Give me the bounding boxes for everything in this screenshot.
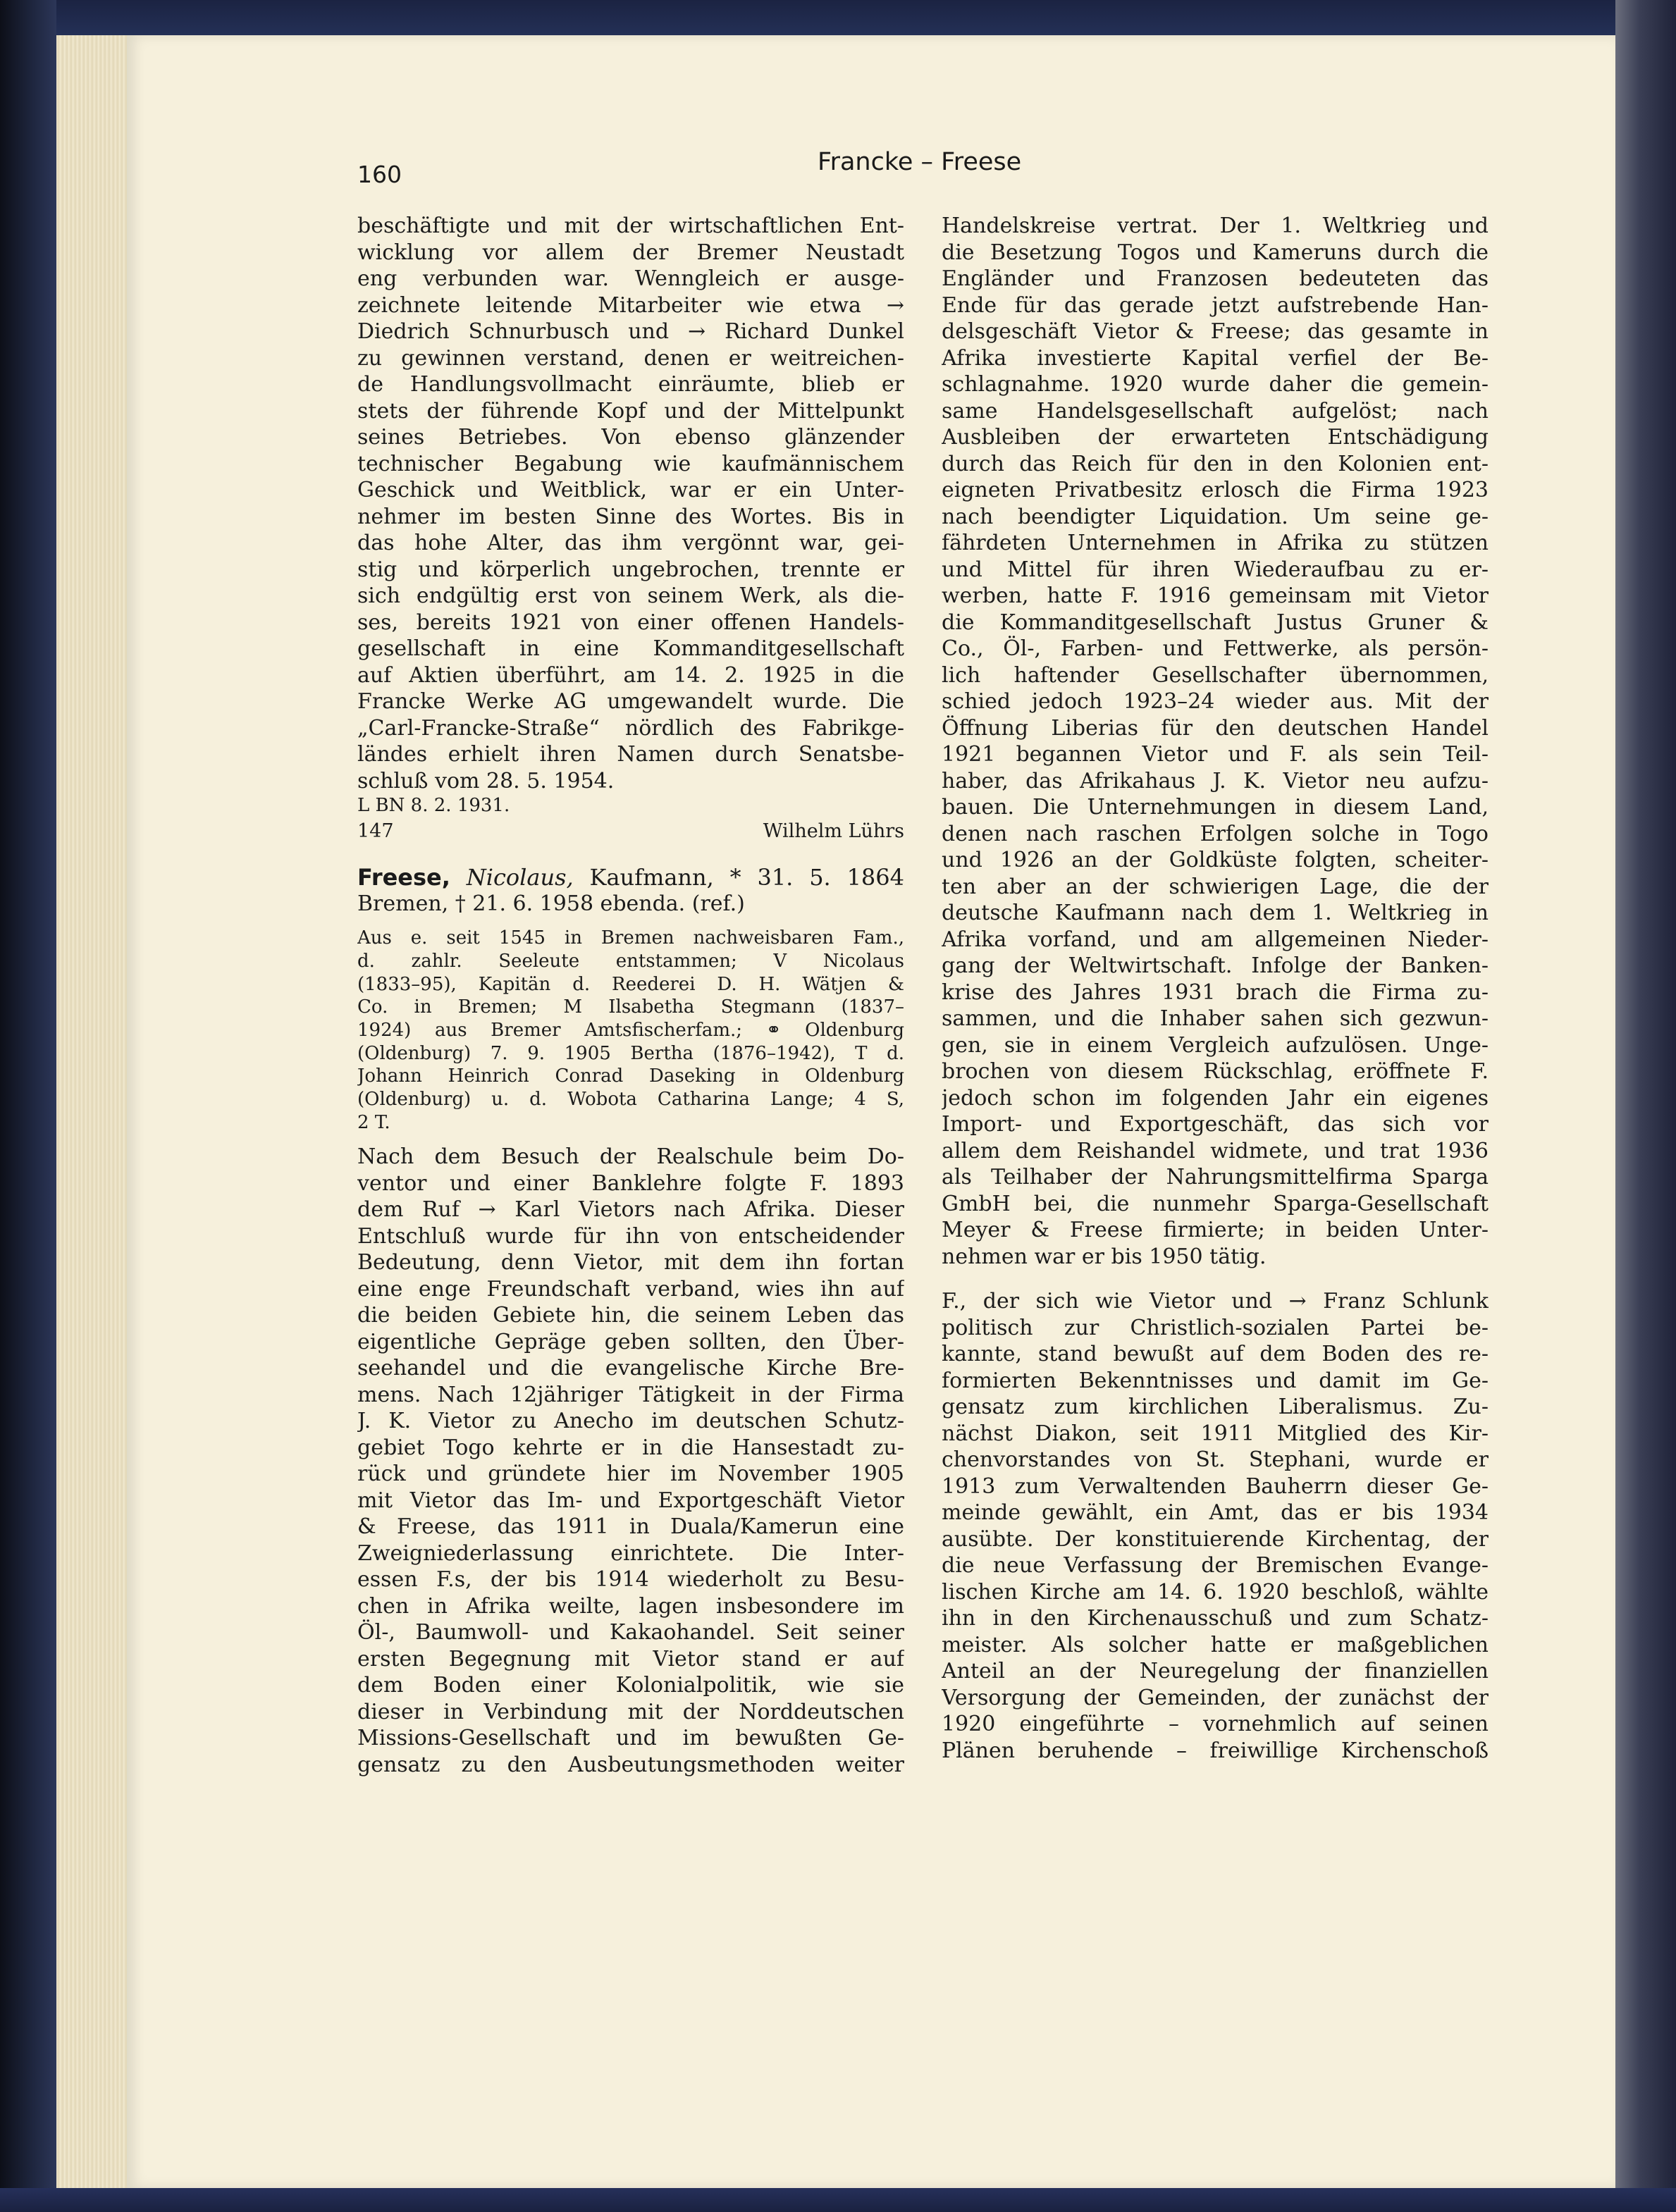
right-column <box>942 213 1489 1764</box>
book-cover-bottom <box>0 2188 1676 2212</box>
text-line: Entschluß wurde für ihn von entscheidender <box>357 1223 904 1249</box>
text-line: delsgeschäft Vietor & Freese; das gesamte in <box>942 319 1489 344</box>
text-line: nehmen war er bis 1950 tätig. <box>942 1244 1267 1269</box>
text-line: das hohe Alter, das ihm vergönnt war, gei- <box>357 531 904 555</box>
text-line: zeichnete leitende Mitarbeiter wie etwa → <box>357 292 904 318</box>
text-line: sammen, und die Inhaber sahen sich gezwun- <box>942 1006 1489 1031</box>
spacer <box>942 1270 1489 1288</box>
biography-paragraph <box>357 1144 904 1778</box>
text-line: dieser in Verbindung mit der Norddeutschen <box>357 1699 904 1724</box>
text-line: formierten Bekenntnisses und damit im Ge- <box>942 1368 1489 1393</box>
text-line: 1920 eingeführte – vornehmlich auf seinen <box>942 1712 1489 1736</box>
text-line: ersten Begegnung mit Vietor stand er auf <box>357 1646 904 1672</box>
text-line: gensatz zum kirchlichen Liberalismus. Zu- <box>942 1395 1489 1419</box>
text-line: Ausbleiben der erwarteten Entschädigung <box>942 425 1489 450</box>
text-line: seines Betriebes. Von ebenso glänzender <box>357 425 904 450</box>
text-line: (1833–95), Kapitän d. Reederei D. H. Wätjen & <box>357 973 904 995</box>
text-line: 2 T. <box>357 1111 390 1133</box>
text-line: stets der führende Kopf und der Mittelpunkt <box>357 398 904 424</box>
text-line: Engländer und Franzosen bedeuteten das <box>942 266 1489 291</box>
text-line: technischer Begabung wie kaufmännischem <box>357 451 904 476</box>
entry-surname: Freese, <box>357 863 450 891</box>
entry-author: Wilhelm Lührs <box>763 820 904 842</box>
text-line: Versorgung der Gemeinden, der zunächst der <box>942 1685 1489 1710</box>
text-line: bauen. Die Unternehmungen in diesem Land, <box>942 795 1489 820</box>
entry-given-name: Nicolaus, <box>466 863 574 891</box>
text-line: fährdeten Unternehmen in Afrika zu stützen <box>942 531 1489 555</box>
text-line: essen F.s, der bis 1914 wiederholt zu Besu- <box>357 1567 904 1593</box>
text-line: meister. Als solcher hatte er maßgeblichen <box>942 1632 1489 1657</box>
text-line: werben, hatte F. 1916 gemeinsam mit Vietor <box>942 583 1489 608</box>
text-line: 1913 zum Verwaltenden Bauherrn dieser Ge- <box>942 1473 1489 1499</box>
page-number: 160 <box>357 161 402 188</box>
biography-paragraph <box>942 213 1489 1270</box>
text-line: schlagnahme. 1920 wurde daher die gemein- <box>942 372 1489 397</box>
spacer <box>357 846 904 864</box>
text-line: die Kommanditgesellschaft Justus Gruner & <box>942 610 1489 635</box>
text-line: Nach dem Besuch der Realschule beim Do- <box>357 1144 904 1170</box>
text-line: de Handlungsvollmacht einräumte, blieb er <box>357 372 904 397</box>
entry-heading-line-2: Bremen, † 21. 6. 1958 ebenda. (ref.) <box>357 891 745 916</box>
text-line: brochen von diesem Rückschlag, eröffnete F. <box>942 1059 1489 1084</box>
text-line: d. zahlr. Seeleute entstammen; V Nicolaus <box>357 950 904 972</box>
text-line: gensatz zu den Ausbeutungsmethoden weiter <box>357 1752 904 1777</box>
text-line: Anteil an der Neuregelung der finanziellen <box>942 1659 1489 1683</box>
text-line: eine enge Freundschaft verband, wies ihn auf <box>357 1276 904 1302</box>
text-line: die Besetzung Togos und Kameruns durch die <box>942 240 1489 265</box>
text-line: rück und gründete hier im November 1905 <box>357 1462 904 1487</box>
text-line: Handelskreise vertrat. Der 1. Weltkrieg und <box>942 214 1489 238</box>
text-line: stig und körperlich ungebrochen, trennte er <box>357 557 904 582</box>
text-line: Ende für das gerade jetzt aufstrebende Han- <box>942 292 1489 318</box>
text-line: meinde gewählt, ein Amt, das er bis 1934 <box>942 1500 1489 1525</box>
text-line: krise des Jahres 1931 brach die Firma zu- <box>942 980 1489 1005</box>
text-line: lich haftender Gesellschafter übernommen, <box>942 662 1489 688</box>
text-line: Geschick und Weitblick, war er ein Unter- <box>357 478 904 502</box>
text-line: Öl-, Baumwoll- und Kakaohandel. Seit seiner <box>357 1620 904 1645</box>
text-line: eigentliche Gepräge geben sollten, den Über- <box>357 1329 904 1354</box>
biography-paragraph <box>942 1288 1489 1764</box>
text-line: schluß vom 28. 5. 1954. <box>357 768 615 793</box>
text-line: mens. Nach 12jähriger Tätigkeit in der Firma <box>357 1382 904 1407</box>
text-line: sich endgültig erst von seinem Werk, als die- <box>357 583 904 608</box>
text-line: denen nach raschen Erfolgen solche in Togo <box>942 821 1489 846</box>
spacer <box>357 917 904 927</box>
text-line: Aus e. seit 1545 in Bremen nachweisbaren Fam., <box>357 927 904 949</box>
text-line: dem Boden einer Kolonialpolitik, wie sie <box>357 1673 904 1698</box>
text-line: nächst Diakon, seit 1911 Mitglied des Kir- <box>942 1421 1489 1446</box>
book-cover-left <box>0 0 56 2212</box>
text-line: allem dem Reishandel widmete, und trat 1936 <box>942 1138 1489 1163</box>
text-line: dem Ruf → Karl Vietors nach Afrika. Dieser <box>357 1197 904 1223</box>
text-line: ausübte. Der konstituierende Kirchentag, der <box>942 1526 1489 1552</box>
text-line: und Mittel für ihren Wiederaufbau zu er- <box>942 557 1489 582</box>
text-line: Import- und Exportgeschäft, das sich vor <box>942 1112 1489 1137</box>
text-line: mit Vietor das Im- und Exportgeschäft Vietor <box>357 1488 904 1513</box>
text-line: Bedeutung, denn Vietor, mit dem ihn fortan <box>357 1250 904 1275</box>
text-line: Öffnung Liberias für den deutschen Handel <box>942 715 1489 741</box>
text-line: Afrika vorfand, und am allgemeinen Nieder- <box>942 927 1489 952</box>
text-line: ihn in den Kirchenausschuß und zum Schatz- <box>942 1606 1489 1631</box>
text-line: (Oldenburg) u. d. Wobota Catharina Lange; 4 S, <box>357 1089 904 1110</box>
text-line: und 1926 an der Goldküste folgten, scheiter- <box>942 848 1489 872</box>
text-line: auf Aktien überführt, am 14. 2. 1925 in die <box>357 662 904 688</box>
entry-heading-rest: Kaufmann, * 31. 5. 1864 <box>589 863 904 891</box>
text-line: Meyer & Freese firmierte; in beiden Unter- <box>942 1218 1489 1242</box>
text-line: ten aber an der schwierigen Lage, die der <box>942 874 1489 899</box>
text-line: & Freese, das 1911 in Duala/Kamerun eine <box>357 1514 904 1540</box>
text-line: 1921 begannen Vietor und F. als sein Teil- <box>942 742 1489 767</box>
text-line: seehandel und die evangelische Kirche Bre- <box>357 1356 904 1381</box>
text-line: Missions-Gesellschaft und im bewußten Ge- <box>357 1726 904 1751</box>
source-reference: L BN 8. 2. 1931. <box>357 795 510 816</box>
text-line: lischen Kirche am 14. 6. 1920 beschloß, wählte <box>942 1579 1489 1605</box>
book-cover-right <box>1615 0 1676 2212</box>
text-line: gesellschaft in eine Kommanditgesellschaft <box>357 636 904 661</box>
text-line: jedoch schon im folgenden Jahr ein eigenes <box>942 1085 1489 1111</box>
text-line: gebiet Togo kehrte er in die Hansestadt zu- <box>357 1435 904 1460</box>
text-line: Diedrich Schnurbusch und → Richard Dunkel <box>357 319 904 344</box>
text-line: die beiden Gebiete hin, die seinem Leben das <box>357 1303 904 1328</box>
left-column <box>357 213 904 1778</box>
running-head: Francke – Freese <box>818 148 1022 176</box>
author-signature-row <box>357 817 904 846</box>
text-line: chen in Afrika weilte, lagen insbesondere im <box>357 1593 904 1619</box>
text-line: politisch zur Christlich-sozialen Partei be- <box>942 1315 1489 1340</box>
text-line: chenvorstandes von St. Stephani, wurde er <box>942 1447 1489 1472</box>
text-line: deutsche Kaufmann nach dem 1. Weltkrieg in <box>942 901 1489 925</box>
text-line: Plänen beruhende – freiwillige Kirchenschoß <box>942 1738 1489 1763</box>
text-line: 1924) aus Bremer Amtsfischerfam.; ⚭ Oldenburg <box>357 1019 904 1041</box>
text-line: nehmer im besten Sinne des Wortes. Bis in <box>357 504 904 529</box>
text-line: durch das Reich für den in den Kolonien ent- <box>942 451 1489 476</box>
text-line: haber, das Afrikahaus J. K. Vietor neu aufzu- <box>942 768 1489 793</box>
text-line: als Teilhaber der Nahrungsmittelfirma Sparga <box>942 1165 1489 1190</box>
text-line: Co., Öl-, Farben- und Fettwerke, als persön- <box>942 636 1489 661</box>
text-line: „Carl-Francke-Straße“ nördlich des Fabrikge- <box>357 715 904 741</box>
continuation-paragraph <box>357 213 904 794</box>
text-line: J. K. Vietor zu Anecho im deutschen Schutz- <box>357 1409 904 1434</box>
text-line: Francke Werke AG umgewandelt wurde. Die <box>357 689 904 714</box>
spacer <box>357 1134 904 1144</box>
page-edges <box>56 35 127 2188</box>
text-line: gen, sie in einem Vergleich aufzulösen. Unge- <box>942 1032 1489 1058</box>
book-cover-top <box>0 0 1676 35</box>
text-line: zu gewinnen verstand, denen er weitreichen- <box>357 345 904 371</box>
text-line: same Handelsgesellschaft aufgelöst; nach <box>942 398 1489 424</box>
text-line: ländes erhielt ihren Namen durch Senatsbe- <box>357 742 904 767</box>
text-line: schied jedoch 1923–24 wieder aus. Mit der <box>942 689 1489 714</box>
text-line: Johann Heinrich Conrad Daseking in Oldenburg <box>357 1065 904 1087</box>
text-line: kannte, stand bewußt auf dem Boden des re- <box>942 1342 1489 1366</box>
text-line: Afrika investierte Kapital verfiel der Be- <box>942 345 1489 371</box>
text-line: F., der sich wie Vietor und → Franz Schlunk <box>942 1289 1489 1314</box>
entry-number: 147 <box>357 820 394 842</box>
text-line: GmbH bei, die nunmehr Sparga-Gesellschaft <box>942 1191 1489 1216</box>
entry-heading-line <box>357 864 904 891</box>
text-line: eng verbunden war. Wenngleich er ausge- <box>357 266 904 291</box>
text-line: ses, bereits 1921 von einer offenen Handels- <box>357 610 904 635</box>
text-line: gang der Weltwirtschaft. Infolge der Banken- <box>942 953 1489 978</box>
text-line: nach beendigter Liquidation. Um seine ge- <box>942 504 1489 529</box>
text-line: eigneten Privatbesitz erlosch die Firma 1923 <box>942 478 1489 502</box>
text-line: (Oldenburg) 7. 9. 1905 Bertha (1876–1942), T d. <box>357 1042 904 1064</box>
text-line: beschäftigte und mit der wirtschaftlichen Ent- <box>357 214 904 238</box>
text-line: die neue Verfassung der Bremischen Evange- <box>942 1553 1489 1578</box>
text-line: wicklung vor allem der Bremer Neustadt <box>357 240 904 265</box>
text-line: Co. in Bremen; M Ilsabetha Stegmann (1837– <box>357 996 904 1018</box>
text-line: Zweigniederlassung einrichtete. Die Inter- <box>357 1540 904 1566</box>
text-line: ventor und einer Banklehre folgte F. 1893 <box>357 1170 904 1196</box>
genealogy-block <box>357 927 904 1134</box>
